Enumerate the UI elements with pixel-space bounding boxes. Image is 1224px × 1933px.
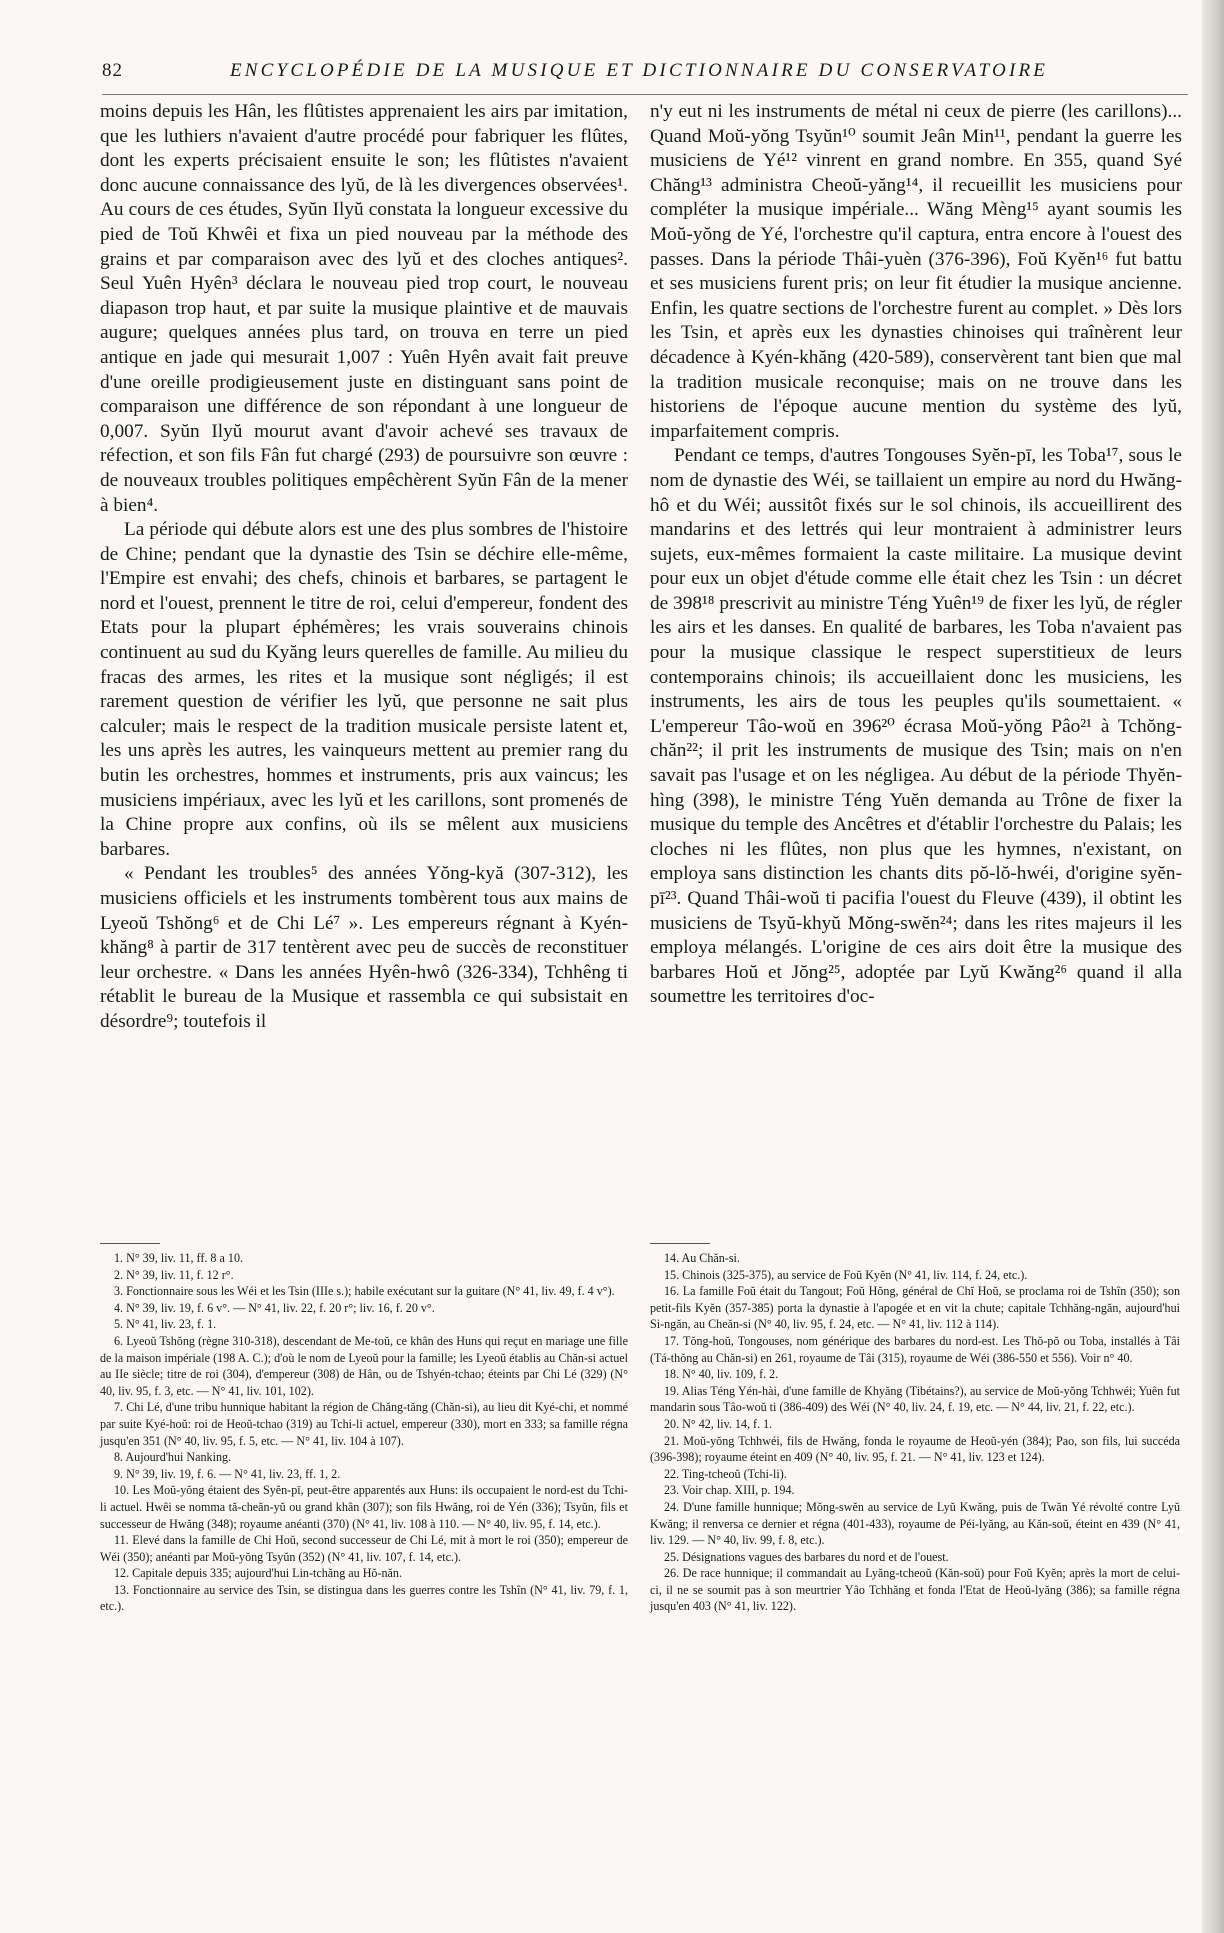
page-edge <box>1202 0 1224 1933</box>
paragraph: « Pendant les troubles⁵ des années Yŏng-kyă (307-312), les musiciens officiels et les instruments tombèrent tous aux mains de Lyeoŭ Tshŏng⁶ et de Chi Lé⁷ ». Les empereurs régnant à Kyén-khăng⁸ à partir de 317 tentèrent avec peu de succès de reconstituer leur orchestre. « Dans les années Hyên-hwô (326-334), Tchhêng ti rétablit le bureau de la Musique et rassembla ce qui subsistait en désordre⁹; toutefois il <box>100 863 628 1032</box>
footnote: 3. Fonctionnaire sous les Wéi et les Tsin (IIIe s.); habile exécutant sur la guitare (N° 41, liv. 49, f. 4 v°). <box>114 1284 615 1299</box>
paragraph: moins depuis les Hân, les flûtistes apprenaient les airs par imitation, que les luthiers n'avaient d'autre procédé pour fabriquer les flûtes, dont les experts précisaient ensuite le son; les flûtistes n'avaient donc aucune connaissance des lyŭ, de là les divergences observées¹. Au cours de ces études, Syŭn Ilyŭ constata la longueur excessive du pied de Toŭ Khwêi et fixa un pied nouveau par la méthode des grains et par comparaison avec des lyŭ et des cloches antiques². Seul Yuên Hyên³ déclara le nouveau pied trop court, le nouveau diapason trop haut, et par suite la musique plaintive et de mauvais augure; quelques années plus tard, on trouva en terre un pied antique en jade qui mesurait 1,007 : Yuên Hyên avait fait preuve d'une oreille prodigieusement juste en distinguant sans point de comparaison une différence de son répondant à une longueur de 0,007. Syŭn Ilyŭ mourut avant d'avoir achevé ses travaux de réfection, et son fils Fân fut chargé (293) de poursuivre son œuvre : de nouveaux troubles politiques empêchèrent Syŭn Fân de la mener à bien⁴. <box>100 101 628 516</box>
footnote: 17. Tŏng-hoŭ, Tongouses, nom générique des barbares du nord-est. Les Thŏ-pŏ ou Toba, installés à Tâi (Tá-thŏng au Chăn-si) en 261, royaume de Tâi (315), royaume de Wéi (386-550 et 556). Voir n° 40. <box>650 1333 1180 1365</box>
footnote: 24. D'une famille hunnique; Mŏng-swĕn au service de Lyŭ Kwăng, puis de Twăn Yé révolté contre Lyŭ Kwăng; il renversa ce dernier et régna (401-433), royaume de Péi-lyăng, au Kăn-soŭ, éteint en 439 (N° 41, liv. 129. — N° 40, liv. 99, f. 8, etc.). <box>650 1499 1180 1548</box>
footnote: 10. Les Moŭ-yŏng étaient des Syĕn-pī, peut-être apparentés aux Huns: ils occupaient le nord-est du Tchi-li actuel. Hwêi se nomma tă-cheăn-yŭ ou grand khân (307); son fils Hwăng, roi de Yén (336); Tsyŭn, fils et successeur de Hwăng (348); royaume anéanti (370) (N° 41, liv. 108 à 110. — N° 40, liv. 95, f. 14, etc.). <box>100 1483 628 1531</box>
running-title: ENCYCLOPÉDIE DE LA MUSIQUE ET DICTIONNAIRE DU CONSERVATOIRE <box>230 60 1049 81</box>
footnote: 6. Lyeoŭ Tshŏng (règne 310-318), descendant de Me-toŭ, ce khân des Huns qui reçut en mariage une fille de la maison impériale (198 A. C.); d'où le nom de Lyeoŭ pour la famille; les Lyeoŭ établis au Chăn-si actuel au IIe siècle; titre de roi (304), d'empereur (308) de Hân, ou de Tshyén-tchao; éteints par Chi Lé (329) (N° 40, liv. 95, f. 3, etc. — N° 41, liv. 101, 102). <box>100 1333 628 1398</box>
footnote: 25. Désignations vagues des barbares du nord et de l'ouest. <box>664 1549 949 1564</box>
footnote: 9. N° 39, liv. 19, f. 6. — N° 41, liv. 23, ff. 1, 2. <box>114 1466 341 1481</box>
footnote-rule-left <box>100 1243 160 1244</box>
footnote: 1. N° 39, liv. 11, ff. 8 a 10. <box>114 1251 244 1265</box>
paragraph: La période qui débute alors est une des plus sombres de l'histoire de Chine; pendant que la dynastie des Tsin se déchire elle-même, l'Empire est envahi; des chefs, chinois et barbares, se partagent le nord et l'ouest, prennent le titre de roi, celui d'empereur, fondent des Etats pour la plupart éphémères; les vrais souverains chinois continuent au sud du Kyăng leurs querelles de famille. Au milieu du fracas des armes, les rites et la musique sont négligés; il est rarement question de vérifier les lyŭ, que personne ne sait plus calculer; mais le respect de la tradition musicale persiste latent et, les uns après les autres, les vainqueurs mettent au premier rang du butin les orchestres, hommes et instruments, pris aux vaincus; les musiciens impériaux, avec les lyŭ et les carillons, sont promenés de la Chine propre aux confins, où ils se mêlent aux musiciens barbares. <box>100 519 628 860</box>
footnote: 23. Voir chap. XIII, p. 194. <box>664 1483 795 1498</box>
footnote: 22. Ting-tcheoŭ (Tchi-li). <box>664 1466 787 1481</box>
footnote: 20. N° 42, liv. 14, f. 1. <box>664 1416 773 1431</box>
footnote: 8. Aujourd'hui Nanking. <box>114 1450 232 1465</box>
footnote: 14. Au Chăn-si. <box>664 1251 740 1265</box>
footnote: 18. N° 40, liv. 109, f. 2. <box>664 1367 779 1382</box>
page-header <box>102 60 1192 90</box>
footnote: 21. Moŭ-yŏng Tchhwéi, fils de Hwăng, fonda le royaume de Heoŭ-yén (384); Pao, son fils, lui succéda (396-398); royaume éteint en 409 (N° 40, liv. 95, f. 21. — N° 41, liv. 123 et 124). <box>650 1433 1180 1465</box>
footnote: 12. Capitale depuis 335; aujourd'hui Lin-tchăng au Hŏ-năn. <box>114 1566 402 1581</box>
footnote: 2. N° 39, liv. 11, f. 12 r°. <box>114 1267 234 1282</box>
footnote: 5. N° 41, liv. 23, f. 1. <box>114 1317 217 1332</box>
footnote: 16. La famille Foŭ était du Tangout; Foŭ Hŏng, général de Chĭ Hoŭ, se proclama roi de Tshîn (350); son petit-fils Kyĕn (357-385) porta la dynastie à l'apogée et en vit la chute; capitale Tchhăng-ngăn, aujourd'hui Si-ngăn, au Cheăn-si (N° 40, liv. 95, f. 24, etc. — N° 41, liv. 112 à 114). <box>650 1284 1180 1332</box>
paragraph: Pendant ce temps, d'autres Tongouses Syĕn-pī, les Toba¹⁷, sous le nom de dynastie des Wéi, se taillaient un empire au nord du Hwăng-hô et du Wéi; aussitôt fixés sur le sol chinois, ils accueillirent des mandarins et des lettrés qui leur montraient à administrer leurs sujets, eux-mêmes formaient la caste militaire. La musique devint pour eux un objet d'étude comme elle était chez les Tsin : un décret de 398¹⁸ prescrivit au ministre Téng Yuên¹⁹ de fixer les lyŭ, de régler les airs et les danses. En qualité de barbares, les Toba n'avaient pas pour la musique classique le respect superstitieux de leurs contemporains chinois; ils accueillaient donc les musiciens, les instruments, les airs de tous les peuples qu'ils soumettaient. « L'empereur Tâo-woŭ en 396²⁰ écrasa Moŭ-yŏng Pâo²¹ à Tchŏng-chăn²²; il prit les instruments de musique des Tsin; mais on n'en savait pas l'usage et on les négligea. Au début de la période Thyĕn-hìng (398), le ministre Téng Yuĕn demanda au Trône de fixer la musique du temple des Ancêtres et d'établir l'orchestre du Palais; les cloches ni les flûtes, non plus que les hymnes, n'existant, on employa sans distinction les chants dits pŏ-lŏ-hwéi, d'origine syĕn-pī²³. Quand Thâi-woŭ ti pacifia l'ouest du Fleuve (439), il obtint les musiciens de Tsyŭ-khyŭ Mŏng-swĕn²⁴; dans les rites majeurs il les employa mélangés. L'origine de ces airs doit être la musique des barbares Hoŭ et Jŏng²⁵, adoptée par Lyŭ Kwăng²⁶ quand il alla soumettre les territoires d'oc- <box>650 445 1182 1008</box>
header-rule <box>102 94 1188 95</box>
paragraph: n'y eut ni les instruments de métal ni ceux de pierre (les carillons)... Quand Moŭ-yŏng Tsyŭn¹⁰ soumit Jeân Min¹¹, pendant la guerre les musiciens de Yé¹² vinrent en grand nombre. En 355, quand Syé Chăng¹³ administra Cheoŭ-yăng¹⁴, il recueillit les musiciens pour compléter la musique impériale... Wăng Mèng¹⁵ ayant soumis les Moŭ-yŏng de Yé, l'orchestre qu'il captura, entra encore à l'ouest des passes. Dans la période Thâi-yuèn (376-396), Foŭ Kyĕn¹⁶ fut battu et ses musiciens furent pris; on leur fit étudier la musique ancienne. Enfin, les quatre sections de l'orchestre furent au complet. » Dès lors les Tsin, et après eux les dynasties chinoises qui traînèrent leur décadence à Kyén-khăng (420-589), conservèrent tant bien que mal la tradition musicale reconquise; mais on ne trouve dans les historiens de l'époque aucune mention du système des lyŭ, imparfaitement compris. <box>650 101 1182 442</box>
right-column <box>650 100 1182 1010</box>
footnote: 13. Fonctionnaire au service des Tsin, se distingua dans les guerres contre les Tshîn (N° 41, liv. 79, f. 1, etc.). <box>100 1582 628 1614</box>
footnote: 19. Alias Téng Yén-hài, d'une famille de Khyăng (Tibétains?), au service de Moŭ-yŏng Tchhwéi; Yuên fut mandarin sous Tâo-woŭ ti (386-409) des Wéi (N° 40, liv. 24, f. 19, etc. — N° 44, liv. 21, f. 22, etc.). <box>650 1383 1180 1415</box>
footnote: 11. Elevé dans la famille de Chi Hoŭ, second successeur de Chi Lé, mit à mort le roi (350); empereur de Wéi (350); anéanti par Moŭ-yŏng Tsyŭn (352) (N° 41, liv. 107, f. 14, etc.). <box>100 1533 628 1564</box>
footnote: 26. De race hunnique; il commandait au Lyăng-tcheoŭ (Kăn-soŭ) pour Foŭ Kyĕn; après la mort de celui-ci, il ne se soumit pas à son meurtrier Yâo Tchhăng et fonda l'Etat de Heoŭ-lyăng (386); sa famille régna jusqu'en 403 (N° 41, liv. 122). <box>650 1566 1180 1614</box>
left-column <box>100 100 628 1035</box>
footnote-rule-right <box>650 1243 710 1244</box>
footnotes-right <box>650 1250 1180 1615</box>
footnote: 4. N° 39, liv. 19, f. 6 v°. — N° 41, liv. 22, f. 20 r°; liv. 16, f. 20 v°. <box>114 1300 435 1315</box>
page-number: 82 <box>102 60 123 81</box>
footnote: 15. Chinois (325-375), au service de Foŭ Kyĕn (N° 41, liv. 114, f. 24, etc.). <box>664 1267 1028 1282</box>
footnote: 7. Chi Lé, d'une tribu hunnique habitant la région de Chăng-tăng (Chăn-si), au lieu dit Kyé-chi, et nommé par suite Kyé-hoŭ: roi de Heoŭ-tchao (319) au Tchi-li actuel, empereur (330), mort en 333; sa famille régna jusqu'en 351 (N° 40, liv. 95, f. 5, etc. — N° 41, liv. 104 à 107). <box>100 1400 628 1448</box>
footnotes-left <box>100 1250 628 1615</box>
